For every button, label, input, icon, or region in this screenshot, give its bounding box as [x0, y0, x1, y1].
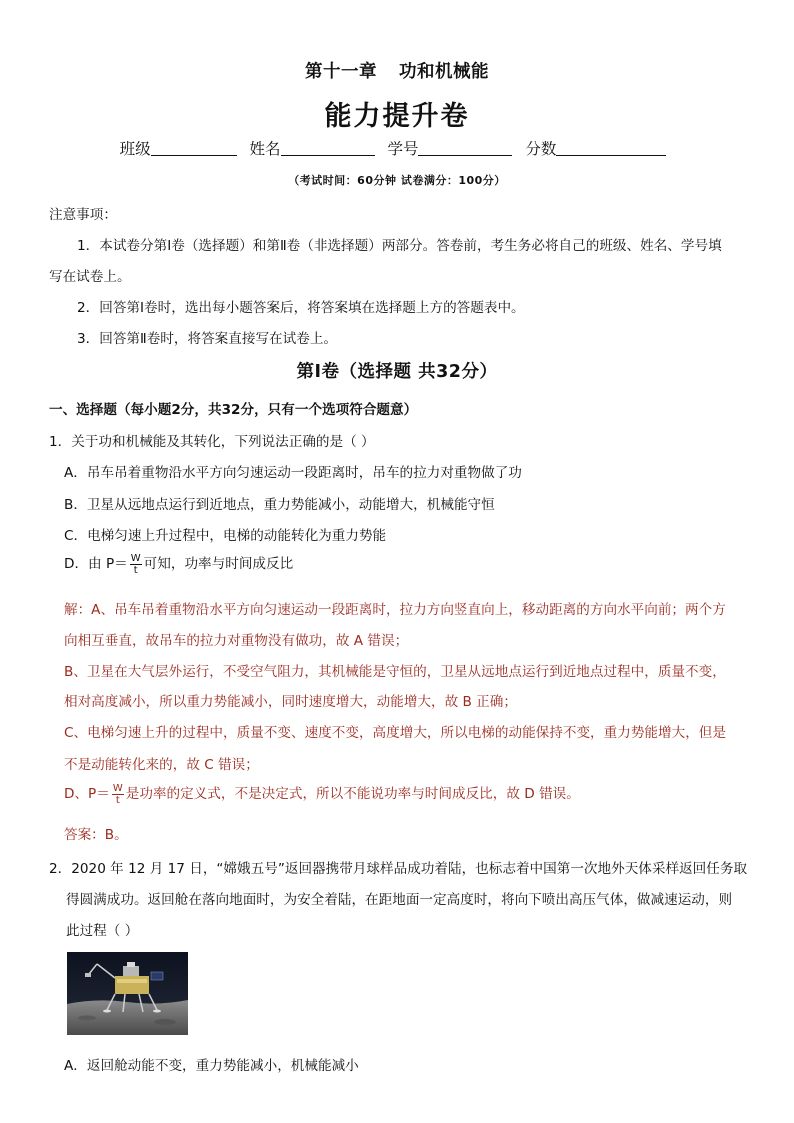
score-label: 分数: [525, 140, 557, 158]
q1-stem: 1．关于功和机械能及其转化，下列说法正确的是（ ）: [49, 434, 375, 450]
q1-solution-a-cont: 向相互垂直，故吊车的拉力对重物没有做功，故 A 错误；: [64, 633, 409, 649]
q1-option-c: C．电梯匀速上升过程中，电梯的动能转化为重力势能: [64, 528, 387, 544]
q2-option-a: A．返回舱动能不变，重力势能减小，机械能减小: [64, 1058, 359, 1074]
q1-option-b: B．卫星从远地点运行到近地点，重力势能减小，动能增大，机械能守恒: [64, 497, 495, 513]
notes-item-3: 3．回答第Ⅱ卷时，将答案直接写在试卷上。: [77, 331, 338, 347]
fraction-denominator: t: [133, 564, 138, 576]
score-blank[interactable]: [556, 140, 666, 156]
q1-option-d-prefix: D．由 P＝: [64, 556, 128, 572]
part-title: 一、选择题（每小题2分，共32分，只有一个选项符合题意）: [49, 402, 418, 418]
notes-title: 注意事项：: [49, 207, 117, 223]
lunar-lander-photo: [67, 952, 188, 1035]
page-title: 能力提升卷: [324, 101, 470, 132]
q1-solution-d: [64, 782, 580, 806]
number-label: 学号: [387, 140, 419, 158]
q1-option-a: A．吊车吊着重物沿水平方向匀速运动一段距离时，吊车的拉力对重物做了功: [64, 465, 522, 481]
power-formula-fraction: [130, 553, 142, 576]
name-label: 姓名: [249, 140, 281, 158]
q1-answer: 答案：B。: [64, 827, 128, 843]
q1-solution-b: B、卫星在大气层外运行，不受空气阻力，其机械能是守恒的，卫星从远地点运行到近地点过程中，质量不变，: [64, 664, 726, 680]
q2-stem-cont-1: 得圆满成功。返回舱在落向地面时，为安全着陆，在距地面一定高度时，将向下喷出高压气体，做减速运动，则: [66, 892, 733, 908]
q1-solution-a: 解：A、吊车吊着重物沿水平方向匀速运动一段距离时，拉力方向竖直向上，移动距离的方向水平向前；两个方: [64, 602, 726, 618]
q1-option-d: [64, 552, 293, 576]
power-definition-fraction: [112, 783, 124, 806]
fraction-numerator: W: [130, 552, 141, 564]
q1-option-d-suffix: 可知，功率与时间成反比: [143, 556, 294, 572]
q1-solution-d-prefix: D、P＝: [64, 786, 110, 802]
q2-stem: 2．2020 年 12 月 17 日，“嫦娥五号”返回器携带月球样品成功着陆，也标志着中国第一次地外天体采样返回任务取: [49, 861, 748, 877]
chapter-topic: 功和机械能: [399, 62, 489, 82]
chapter-heading: [0, 58, 794, 83]
fraction-numerator: W: [112, 782, 123, 794]
name-blank[interactable]: [281, 140, 375, 156]
lunar-lander-illustration: [67, 952, 188, 1035]
notes-item-1-cont: 写在试卷上。: [49, 269, 131, 285]
q1-solution-c: C、电梯匀速上升的过程中，质量不变、速度不变，高度增大，所以电梯的动能保持不变，重力势能增大，但是: [64, 725, 726, 741]
q1-solution-d-suffix: 是功率的定义式，不是决定式，所以不能说功率与时间成反比，故 D 错误。: [125, 786, 580, 802]
class-label: 班级: [119, 140, 151, 158]
section-title: 第Ⅰ卷（选择题 共32分）: [296, 362, 498, 382]
notes-item-2: 2．回答第Ⅰ卷时，选出每小题答案后，将答案填在选择题上方的答题表中。: [77, 300, 525, 316]
student-info-line: [0, 137, 794, 159]
q1-solution-b-cont: 相对高度减小，所以重力势能减小，同时速度增大，动能增大，故 B 正确；: [64, 694, 517, 710]
q2-stem-cont-2: 此过程（ ）: [66, 923, 139, 939]
class-blank[interactable]: [151, 140, 237, 156]
fraction-denominator: t: [115, 794, 120, 806]
notes-item-1: 1．本试卷分第Ⅰ卷（选择题）和第Ⅱ卷（非选择题）两部分。答卷前，考生务必将自己的班级、姓名、学号填: [77, 238, 722, 254]
exam-time-note: （考试时间：60分钟 试卷满分：100分）: [288, 174, 506, 187]
chapter-number: 第十一章: [305, 62, 377, 82]
number-blank[interactable]: [418, 140, 512, 156]
q1-solution-c-cont: 不是动能转化来的，故 C 错误；: [64, 757, 259, 773]
